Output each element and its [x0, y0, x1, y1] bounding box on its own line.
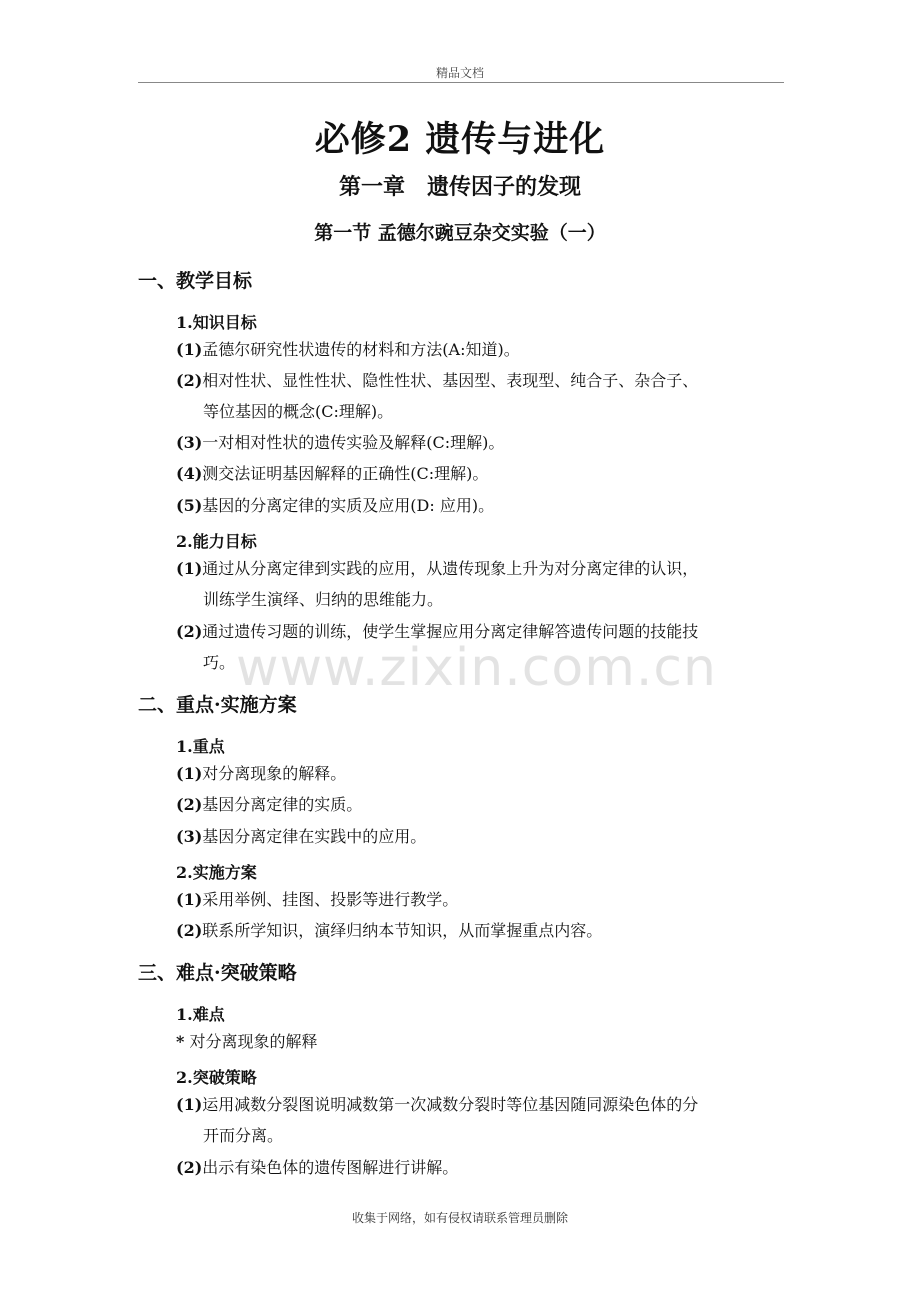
item-text: 基因分离定律在实践中的应用。 [202, 827, 427, 846]
list-item [176, 1026, 776, 1057]
item-text: 采用举例、挂图、投影等进行教学。 [202, 890, 459, 909]
item-text: 相对性状、显性性状、隐性性状、基因型、表现型、纯合子、杂合子、 [202, 371, 699, 390]
item-number: (1) [176, 1095, 203, 1114]
item-number: (2) [176, 795, 203, 814]
page-footer: 收集于网络，如有侵权请联系管理员删除 [351, 1211, 568, 1225]
item-text-continued: 开而分离。 [203, 1126, 284, 1145]
item-number: (2) [176, 371, 203, 390]
item-number: (1) [176, 340, 203, 359]
item-text-continued: 等位基因的概念(C:理解)。 [203, 402, 394, 421]
list-item [176, 821, 776, 852]
section-title: 第一节 孟德尔豌豆杂交实验（一） [314, 222, 606, 244]
item-text-continued: 巧。 [203, 653, 236, 672]
list-item [176, 758, 776, 789]
list-item [176, 458, 776, 489]
subheading-key-points: 1.重点 [176, 737, 225, 756]
item-number: (1) [176, 764, 203, 783]
item-number: (3) [176, 433, 203, 452]
item-number: (1) [176, 559, 203, 578]
item-text: 运用减数分裂图说明减数第一次减数分裂时等位基因随同源染色体的分 [202, 1095, 699, 1114]
item-text: 通过遗传习题的训练，使学生掌握应用分离定律解答遗传问题的技能技 [202, 622, 699, 641]
document-title: 必修2 遗传与进化 [314, 119, 606, 160]
watermark: www.zixin.com.cn [236, 638, 717, 698]
list-item [176, 334, 776, 365]
item-text-continued: 训练学生演绎、归纳的思维能力。 [203, 590, 444, 609]
list-item [176, 427, 776, 458]
list-item [176, 1152, 776, 1183]
header-rule [138, 82, 784, 83]
subheading-knowledge: 1.知识目标 [176, 313, 257, 332]
list-item [176, 915, 776, 946]
item-number: (4) [176, 464, 203, 483]
item-number: (3) [176, 827, 203, 846]
section-heading-key-points: 二、重点·实施方案 [138, 694, 297, 716]
section-heading-difficulties: 三、难点·突破策略 [138, 962, 297, 984]
subheading-implementation: 2.实施方案 [176, 863, 257, 882]
subheading-difficulty: 1.难点 [176, 1005, 225, 1024]
list-item [176, 616, 776, 678]
item-text: 基因分离定律的实质。 [202, 795, 363, 814]
item-text: 基因的分离定律的实质及应用(D: 应用)。 [202, 496, 495, 515]
item-number: (1) [176, 890, 203, 909]
item-bullet: * [176, 1032, 185, 1051]
list-item [176, 789, 776, 820]
list-item [176, 884, 776, 915]
item-number: (2) [176, 622, 203, 641]
item-text: 通过从分离定律到实践的应用，从遗传现象上升为对分离定律的认识， [202, 559, 699, 578]
list-item [176, 490, 776, 521]
item-text: 对分离现象的解释 [189, 1032, 318, 1051]
page-header: 精品文档 [435, 66, 484, 80]
item-number: (2) [176, 1158, 203, 1177]
item-number: (2) [176, 921, 203, 940]
item-text: 测交法证明基因解释的正确性(C:理解)。 [202, 464, 489, 483]
item-text: 联系所学知识，演绎归纳本节知识，从而掌握重点内容。 [202, 921, 603, 940]
item-text: 出示有染色体的遗传图解进行讲解。 [202, 1158, 459, 1177]
list-item [176, 1089, 776, 1151]
list-item [176, 365, 776, 427]
item-text: 对分离现象的解释。 [202, 764, 347, 783]
section-heading-objectives: 一、教学目标 [138, 270, 253, 292]
subheading-ability: 2.能力目标 [176, 532, 257, 551]
item-number: (5) [176, 496, 203, 515]
list-item [176, 553, 776, 615]
chapter-title: 第一章 遗传因子的发现 [338, 174, 581, 200]
item-text: 一对相对性状的遗传实验及解释(C:理解)。 [202, 433, 505, 452]
subheading-strategy: 2.突破策略 [176, 1068, 257, 1087]
item-text: 孟德尔研究性状遗传的材料和方法(A:知道)。 [202, 340, 520, 359]
